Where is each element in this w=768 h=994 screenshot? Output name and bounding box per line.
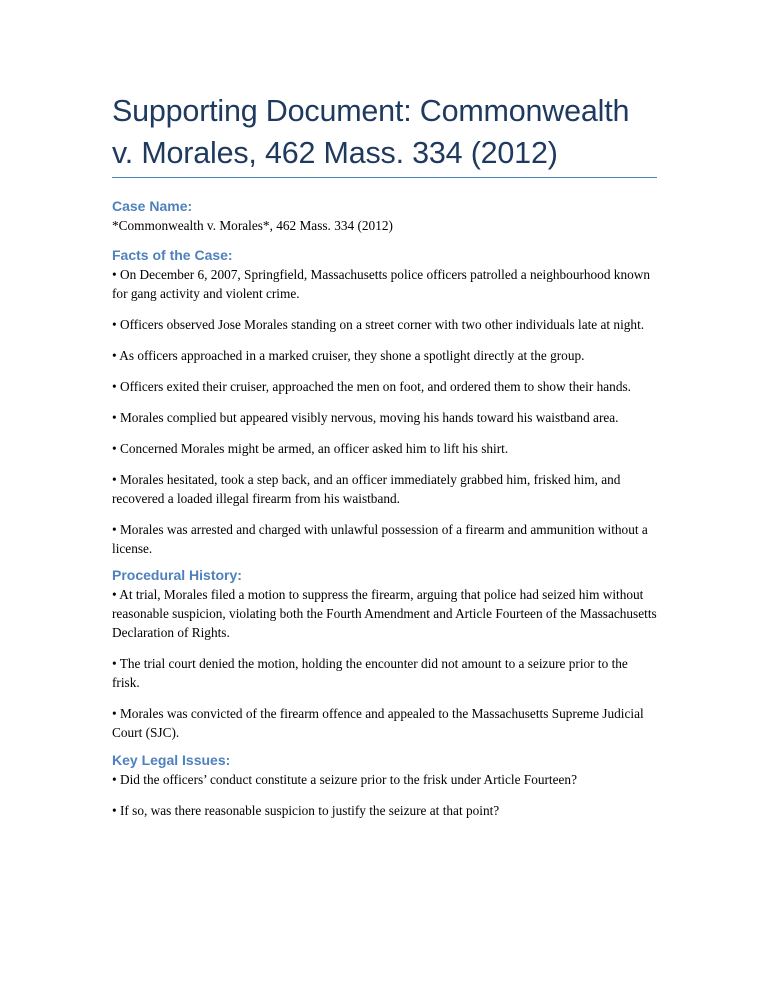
facts-item: • Officers exited their cruiser, approached the men on foot, and ordered them to show their hands. [112,379,631,394]
facts-item: • Officers observed Jose Morales standing on a street corner with two other individuals late at night. [112,317,645,332]
facts-item: • As officers approached in a marked cruiser, they shone a spotlight directly at the group. [112,348,585,363]
case-name-text: *Commonwealth v. Morales*, 462 Mass. 334 (2012) [112,218,393,233]
facts-item: • Concerned Morales might be armed, an officer asked him to lift his shirt. [112,441,509,456]
procedural-history-item: • The trial court denied the motion, holding the encounter did not amount to a seizure prior to the frisk. [112,656,628,690]
case-name-heading: Case Name: [112,198,193,214]
facts-item: • Morales was arrested and charged with unlawful possession of a firearm and ammunition without a license. [112,522,648,556]
document-title: Supporting Document: Commonwealth v. Morales, 462 Mass. 334 (2012) [112,94,630,170]
title-divider [112,177,657,178]
facts-heading: Facts of the Case: [112,247,233,263]
facts-item: • Morales complied but appeared visibly nervous, moving his hands toward his waistband area. [112,410,619,425]
facts-item: • On December 6, 2007, Springfield, Massachusetts police officers patrolled a neighbourhood known for gang activity and violent crime. [112,267,651,301]
key-legal-issues-item: • If so, was there reasonable suspicion to justify the seizure at that point? [112,803,500,818]
facts-item: • Morales hesitated, took a step back, and an officer immediately grabbed him, frisked him, and recovered a loaded illegal firearm from his waistband. [112,472,621,506]
procedural-history-item: • Morales was convicted of the firearm offence and appealed to the Massachusetts Supreme Judicial Court (SJC). [112,706,644,740]
procedural-history-item: • At trial, Morales filed a motion to suppress the firearm, arguing that police had seized him without reasonable suspicion, violating both the Fourth Amendment and Article Fourteen of the Massachusetts Declaration of Rights. [112,587,657,640]
key-legal-issues-item: • Did the officers’ conduct constitute a seizure prior to the frisk under Article Fourteen? [112,772,577,787]
document-page [112,90,657,820]
procedural-history-heading: Procedural History: [112,567,242,583]
key-legal-issues-heading: Key Legal Issues: [112,752,231,768]
